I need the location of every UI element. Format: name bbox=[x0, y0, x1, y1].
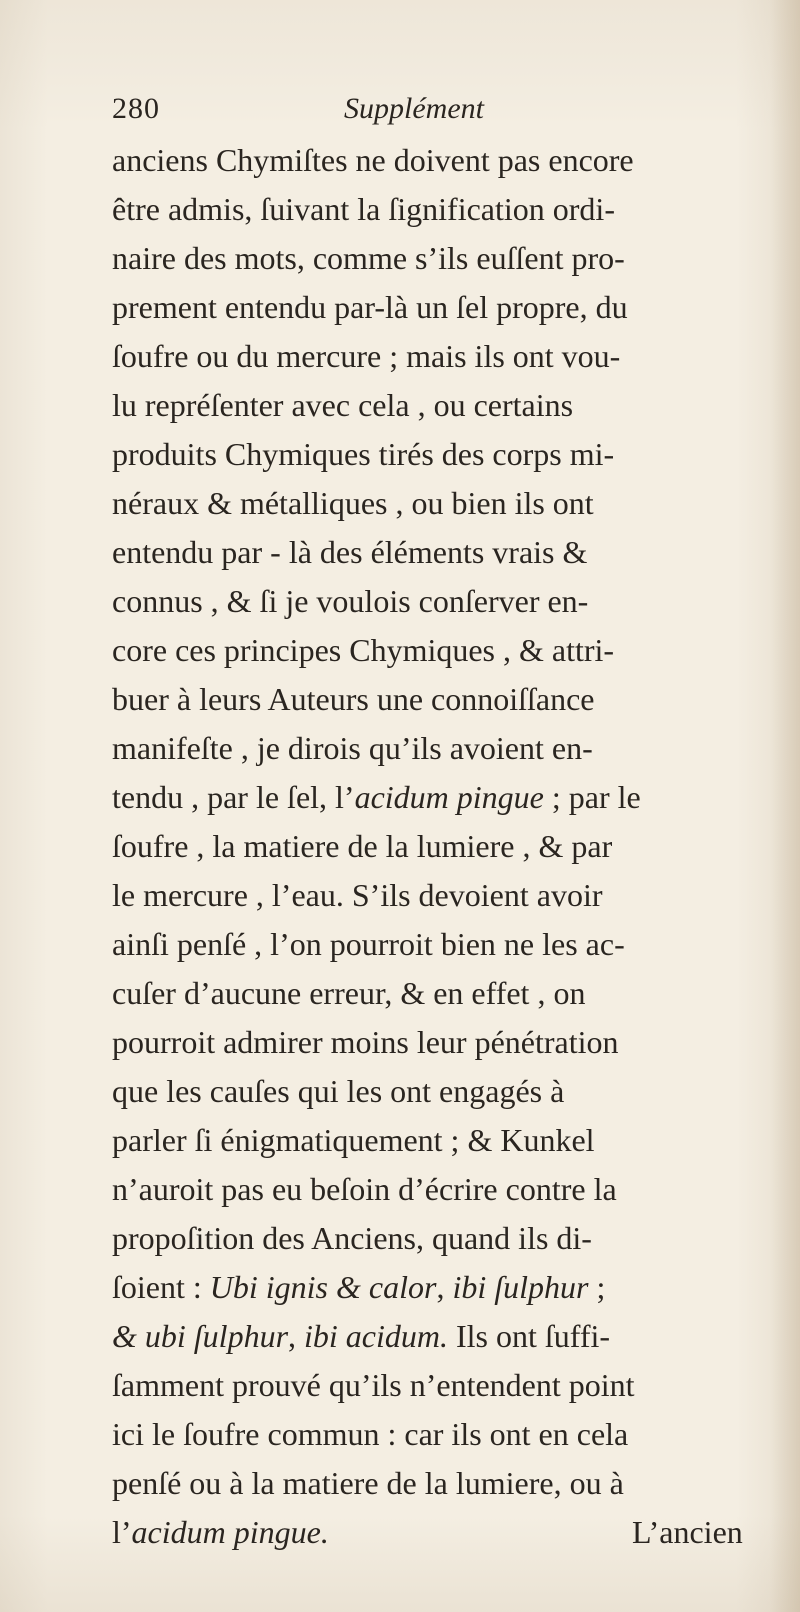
text-line: néraux & métalliques , ou bien ils ont bbox=[112, 485, 594, 521]
text-line: ſoufre , la matiere de la lumiere , & par bbox=[112, 828, 613, 864]
text-segment: , bbox=[288, 1318, 305, 1354]
text-line bbox=[112, 773, 792, 822]
text-line: ſamment prouvé qu’ils n’entendent point bbox=[112, 1367, 635, 1403]
text-line: cuſer d’aucune erreur, & en effet , on bbox=[112, 975, 586, 1011]
catchword: L’ancien bbox=[632, 1514, 743, 1550]
text-line: connus , & ſi je voulois conſerver en- bbox=[112, 583, 589, 619]
text-segment: l’ bbox=[112, 1514, 132, 1550]
latin-term: acidum pingue bbox=[354, 779, 544, 815]
text-line: prement entendu par-là un ſel propre, du bbox=[112, 289, 628, 325]
text-line: propoſition des Anciens, quand ils di- bbox=[112, 1220, 592, 1256]
text-line: produits Chymiques tirés des corps mi- bbox=[112, 436, 615, 472]
text-line: ainſi penſé , l’on pourroit bien ne les ac- bbox=[112, 926, 625, 962]
latin-quote: ibi ſulphur bbox=[452, 1269, 589, 1305]
page-number: 280 bbox=[112, 92, 160, 125]
text-line: buer à leurs Auteurs une connoiſſance bbox=[112, 681, 595, 717]
text-segment: ; bbox=[588, 1269, 606, 1305]
text-line: parler ſi énigmatiquement ; & Kunkel bbox=[112, 1122, 595, 1158]
text-line: lu repréſenter avec cela , ou certains bbox=[112, 387, 574, 423]
text-segment: tendu , par le ſel, l’ bbox=[112, 779, 355, 815]
text-line: core ces principes Chymiques , & attri- bbox=[112, 632, 615, 668]
latin-quote: & ubi ſulphur bbox=[112, 1318, 289, 1354]
text-line: penſé ou à la matiere de la lumiere, ou à bbox=[112, 1465, 624, 1501]
body-text bbox=[112, 136, 792, 1557]
text-line: ici le ſoufre commun : car ils ont en cela bbox=[112, 1416, 629, 1452]
page-header bbox=[112, 92, 672, 132]
text-segment: , bbox=[436, 1269, 453, 1305]
text-line: entendu par - là des éléments vrais & bbox=[112, 534, 588, 570]
text-line: manifeſte , je dirois qu’ils avoient en- bbox=[112, 730, 593, 766]
text-line: n’auroit pas eu beſoin d’écrire contre la bbox=[112, 1171, 617, 1207]
text-line: le mercure , l’eau. S’ils devoient avoir bbox=[112, 877, 603, 913]
text-line bbox=[112, 1508, 792, 1557]
text-segment: Ils ont ſuffi- bbox=[448, 1318, 611, 1354]
text-line: pourroit admirer moins leur pénétration bbox=[112, 1024, 619, 1060]
text-segment: ſoient : bbox=[112, 1269, 210, 1305]
text-line: ſoufre ou du mercure ; mais ils ont vou- bbox=[112, 338, 621, 374]
text-line: naire des mots, comme s’ils euſſent pro- bbox=[112, 240, 625, 276]
text-line: être admis, ſuivant la ſignification ordi- bbox=[112, 191, 615, 227]
text-line bbox=[112, 1263, 792, 1312]
text-line: anciens Chymiſtes ne doivent pas encore bbox=[112, 142, 634, 178]
running-head: Supplément bbox=[344, 92, 484, 125]
text-line: que les cauſes qui les ont engagés à bbox=[112, 1073, 565, 1109]
latin-term: acidum pingue. bbox=[131, 1514, 329, 1550]
latin-quote: ibi acidum. bbox=[304, 1318, 448, 1354]
text-segment: ; par le bbox=[543, 779, 641, 815]
latin-quote: Ubi ignis & calor bbox=[209, 1269, 437, 1305]
text-line bbox=[112, 1312, 792, 1361]
